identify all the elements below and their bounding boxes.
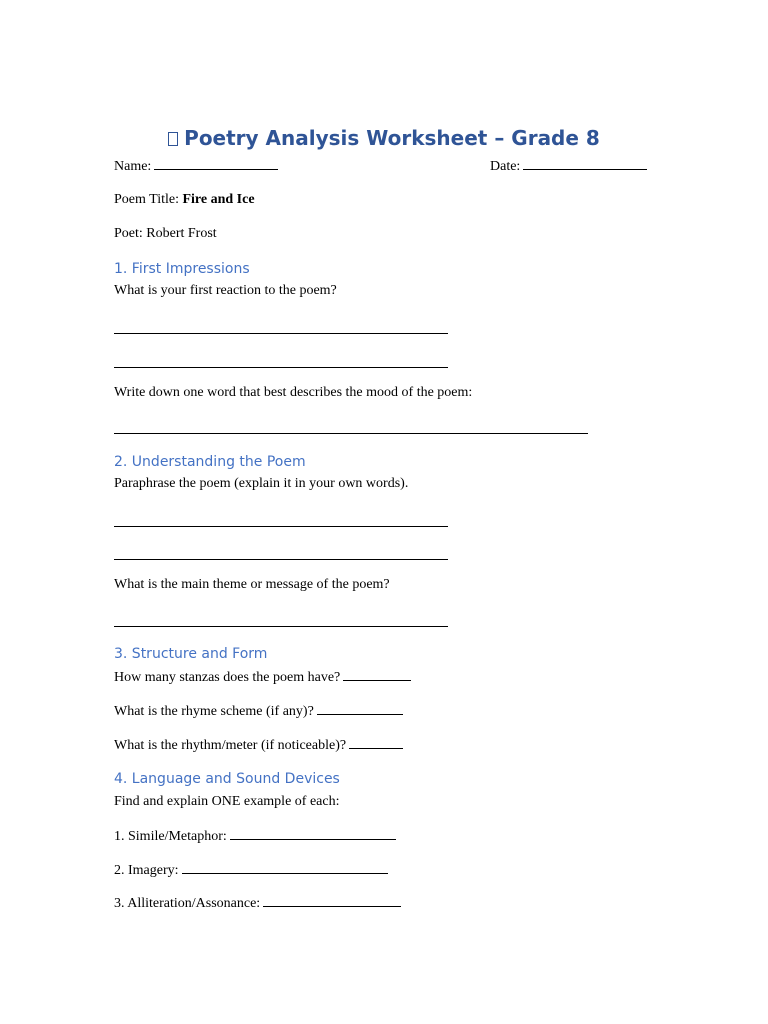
question-rhyme-scheme [114, 702, 403, 721]
question-rhyme-text: What is the rhyme scheme (if any)? [114, 704, 314, 719]
question-paraphrase: Paraphrase the poem (explain it in your own words). [114, 476, 409, 491]
name-blank[interactable] [154, 157, 278, 170]
answer-line[interactable] [114, 626, 448, 627]
date-field[interactable] [490, 157, 647, 176]
item-imagery [114, 861, 388, 880]
question-first-reaction: What is your first reaction to the poem? [114, 283, 337, 298]
item-alliteration-label: 3. Alliteration/Assonance: [114, 896, 261, 911]
poem-title-line [114, 191, 255, 209]
item-alliteration-assonance [114, 894, 401, 913]
rhythm-blank[interactable] [349, 736, 403, 749]
worksheet-title [0, 124, 768, 152]
item-simile-metaphor [114, 827, 396, 846]
language-instructions: Find and explain ONE example of each: [114, 794, 340, 809]
answer-line[interactable] [114, 433, 588, 434]
document-icon [168, 132, 178, 146]
question-rhythm-text: What is the rhythm/meter (if noticeable)? [114, 738, 347, 753]
answer-line[interactable] [114, 559, 448, 560]
answer-line[interactable] [114, 526, 448, 527]
item-imagery-label: 2. Imagery: [114, 863, 179, 878]
poet-line: Poet: Robert Frost [114, 226, 217, 241]
question-mood-word: Write down one word that best describes the mood of the poem: [114, 385, 473, 400]
question-stanzas-text: How many stanzas does the poem have? [114, 670, 341, 685]
poem-title-value: Fire and Ice [182, 192, 255, 207]
question-rhythm-meter [114, 736, 403, 755]
name-label: Name: [114, 159, 152, 174]
stanzas-blank[interactable] [343, 668, 411, 681]
simile-blank[interactable] [230, 827, 396, 840]
answer-line[interactable] [114, 333, 448, 334]
question-stanzas [114, 668, 411, 687]
section-heading-structure: 3. Structure and Form [114, 646, 268, 662]
title-text: Poetry Analysis Worksheet – Grade 8 [184, 126, 600, 150]
imagery-blank[interactable] [182, 861, 388, 874]
poem-title-label: Poem Title: [114, 192, 179, 207]
name-field[interactable] [114, 157, 278, 176]
date-blank[interactable] [523, 157, 647, 170]
alliteration-blank[interactable] [263, 894, 401, 907]
rhyme-blank[interactable] [317, 702, 403, 715]
section-heading-first-impressions: 1. First Impressions [114, 261, 250, 277]
section-heading-understanding: 2. Understanding the Poem [114, 454, 306, 470]
section-heading-language: 4. Language and Sound Devices [114, 771, 340, 787]
date-label: Date: [490, 159, 521, 174]
answer-line[interactable] [114, 367, 448, 368]
question-main-theme: What is the main theme or message of the poem? [114, 577, 390, 592]
item-simile-label: 1. Simile/Metaphor: [114, 829, 227, 844]
